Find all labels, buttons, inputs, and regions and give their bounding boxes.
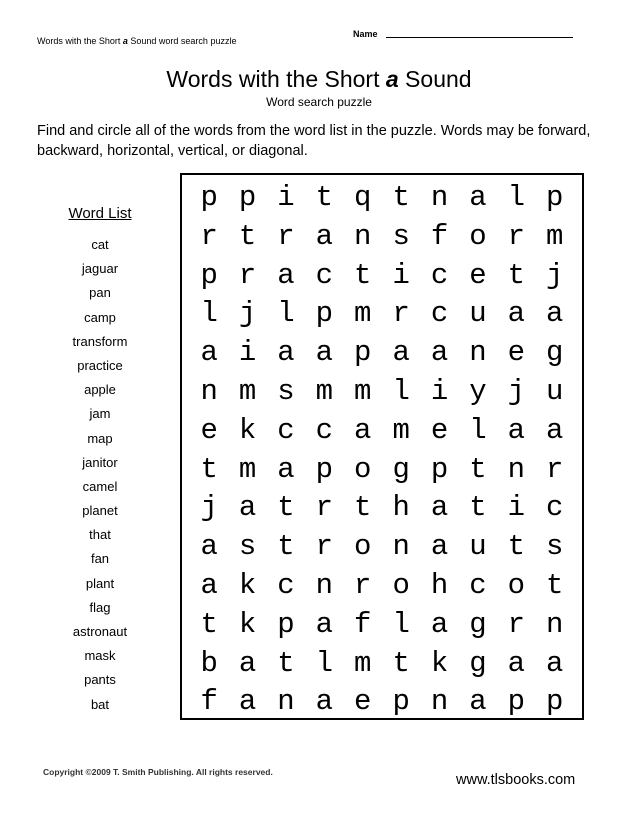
grid-letter[interactable]: g (469, 607, 487, 641)
grid-letter[interactable]: r (507, 607, 526, 641)
grid-letter[interactable]: e (200, 413, 218, 447)
grid-letter[interactable]: n (315, 568, 334, 602)
word-list-item: camel (82, 478, 118, 494)
word-list-item: flag (89, 599, 111, 615)
grid-letter[interactable]: s (546, 530, 564, 564)
word-list-item: transform (72, 333, 128, 349)
grid-letter[interactable]: m (315, 374, 334, 408)
grid-letter[interactable]: m (238, 452, 257, 486)
header-caption-letter: a (122, 36, 128, 46)
grid-letter[interactable]: a (546, 646, 564, 680)
grid-letter[interactable]: c (277, 413, 295, 447)
grid-letter[interactable]: j (507, 374, 526, 408)
grid-letter[interactable]: u (546, 374, 564, 408)
grid-letter[interactable]: e (430, 413, 449, 447)
grid-letter[interactable]: k (238, 413, 257, 447)
grid-letter[interactable]: a (315, 336, 334, 370)
grid-letter[interactable]: a (546, 297, 564, 331)
grid-letter[interactable]: r (507, 219, 526, 253)
grid-letter[interactable]: a (469, 181, 487, 214)
grid-letter[interactable]: c (315, 258, 334, 292)
grid-letter[interactable]: p (546, 685, 564, 719)
grid-letter[interactable]: a (546, 413, 564, 447)
grid-letter[interactable]: s (238, 530, 257, 564)
word-list-item: janitor (82, 454, 118, 470)
grid-letter[interactable]: i (277, 181, 295, 214)
copyright-notice: Copyright ©2009 T. Smith Publishing. All rights reserved. (43, 767, 273, 777)
grid-letter[interactable]: m (238, 374, 257, 408)
header-caption-suffix: Sound word search puzzle (127, 36, 237, 46)
name-line (386, 37, 573, 38)
grid-letter[interactable]: a (507, 297, 526, 331)
grid-letter[interactable]: a (277, 336, 295, 370)
grid-letter[interactable]: s (277, 374, 295, 408)
grid-letter[interactable]: m (354, 297, 372, 331)
grid-letter[interactable]: t (354, 258, 372, 292)
grid-letter[interactable]: n (469, 336, 487, 370)
grid-letter[interactable]: t (507, 258, 526, 292)
grid-letter[interactable]: c (430, 258, 449, 292)
grid-letter[interactable]: a (315, 685, 334, 719)
grid-letter[interactable]: t (392, 181, 410, 214)
word-list-item: that (89, 527, 111, 543)
puzzle-grid-box (180, 173, 584, 720)
word-list-item: bat (90, 696, 110, 712)
grid-letter[interactable]: e (507, 336, 526, 370)
grid-letter[interactable]: a (238, 646, 257, 680)
grid-letter[interactable]: u (469, 530, 487, 564)
grid-letter[interactable]: a (200, 336, 218, 370)
grid-letter[interactable]: m (354, 646, 372, 680)
grid-letter[interactable]: l (392, 374, 410, 408)
grid-letter[interactable]: b (200, 646, 218, 680)
word-list-heading: Word List (68, 205, 132, 222)
grid-letter[interactable]: p (430, 452, 449, 486)
grid-letter[interactable]: l (469, 413, 487, 447)
grid-letter[interactable]: l (507, 181, 526, 214)
grid-letter[interactable]: a (430, 491, 449, 525)
name-label: Name (353, 29, 378, 39)
grid-letter[interactable]: p (200, 258, 218, 292)
grid-letter[interactable]: n (200, 374, 218, 408)
word-list-item: practice (77, 357, 123, 373)
grid-letter[interactable]: i (507, 491, 526, 525)
word-list-item: jaguar (81, 261, 119, 277)
grid-letter[interactable]: t (277, 530, 295, 564)
grid-letter[interactable]: l (200, 297, 218, 331)
grid-letter[interactable]: t (200, 452, 218, 486)
grid-letter[interactable]: j (238, 297, 257, 331)
grid-letter[interactable]: m (392, 413, 410, 447)
grid-letter[interactable]: r (200, 219, 218, 253)
title-letter: a (385, 66, 399, 92)
grid-letter[interactable]: t (277, 491, 295, 525)
grid-letter[interactable]: p (392, 685, 410, 719)
title-suffix: Sound (398, 66, 472, 92)
grid-letter[interactable]: c (469, 568, 487, 602)
grid-letter[interactable]: r (238, 258, 257, 292)
word-list-item: plant (85, 575, 115, 591)
grid-letter[interactable]: t (200, 607, 218, 641)
grid-letter[interactable]: i (430, 374, 449, 408)
grid-letter[interactable]: t (277, 646, 295, 680)
word-list-item: camp (84, 309, 116, 325)
grid-letter[interactable]: g (392, 452, 410, 486)
page-subtitle: Word search puzzle (266, 95, 372, 109)
grid-letter[interactable]: a (430, 336, 449, 370)
grid-letter[interactable]: a (469, 685, 487, 719)
grid-letter[interactable]: a (507, 646, 526, 680)
grid-letter[interactable]: c (277, 568, 295, 602)
grid-letter[interactable]: t (354, 491, 372, 525)
grid-letter[interactable]: c (546, 491, 564, 525)
grid-letter[interactable]: k (238, 568, 257, 602)
grid-letter[interactable]: a (277, 258, 295, 292)
grid-letter[interactable]: o (392, 568, 410, 602)
grid-letter[interactable]: n (392, 530, 410, 564)
word-list (50, 233, 150, 717)
puzzle-grid (190, 179, 574, 722)
page-title (0, 66, 638, 93)
grid-letter[interactable]: a (354, 413, 372, 447)
word-list-item: pants (84, 672, 116, 688)
grid-letter[interactable]: a (430, 607, 449, 641)
grid-letter[interactable]: c (315, 413, 334, 447)
grid-letter[interactable]: n (546, 607, 564, 641)
instructions: Find and circle all of the words from the word list in the puzzle. Words may be forward, backward, horizontal, vertical, or diagonal. (37, 123, 591, 159)
grid-letter[interactable]: a (430, 530, 449, 564)
grid-letter[interactable]: p (200, 181, 218, 214)
word-list-item: map (87, 430, 113, 446)
word-list-item: mask (84, 648, 116, 664)
grid-letter[interactable]: p (507, 685, 526, 719)
grid-letter[interactable]: r (277, 219, 295, 253)
grid-letter[interactable]: o (507, 568, 526, 602)
grid-letter[interactable]: p (238, 181, 257, 214)
grid-letter[interactable]: e (354, 685, 372, 719)
grid-letter[interactable]: n (507, 452, 526, 486)
grid-letter[interactable]: c (430, 297, 449, 331)
grid-letter[interactable]: e (469, 258, 487, 292)
word-list-item: cat (91, 237, 109, 252)
grid-letter[interactable]: t (546, 568, 564, 602)
grid-letter[interactable]: a (238, 685, 257, 719)
grid-letter[interactable]: i (238, 336, 257, 370)
grid-letter[interactable]: p (315, 297, 334, 331)
grid-letter[interactable]: k (430, 646, 449, 680)
grid-letter[interactable]: l (315, 646, 334, 680)
grid-letter[interactable]: a (238, 491, 257, 525)
grid-letter[interactable]: m (354, 374, 372, 408)
grid-letter[interactable]: f (430, 219, 449, 253)
grid-letter[interactable]: a (277, 452, 295, 486)
grid-letter[interactable]: t (392, 646, 410, 680)
grid-letter[interactable]: n (354, 219, 372, 253)
grid-letter[interactable]: h (392, 491, 410, 525)
grid-letter[interactable]: j (200, 491, 218, 525)
grid-letter[interactable]: t (315, 181, 334, 214)
word-list-item: apple (84, 382, 116, 398)
grid-letter[interactable]: k (238, 607, 257, 641)
grid-letter[interactable]: p (277, 607, 295, 641)
grid-letter[interactable]: p (546, 181, 564, 214)
grid-letter[interactable]: m (546, 219, 564, 253)
grid-letter[interactable]: t (238, 219, 257, 253)
grid-letter[interactable]: n (277, 685, 295, 719)
grid-letter[interactable]: o (354, 452, 372, 486)
grid-letter[interactable]: r (546, 452, 564, 486)
grid-letter[interactable]: p (315, 452, 334, 486)
grid-letter[interactable]: l (392, 607, 410, 641)
grid-letter[interactable]: t (469, 452, 487, 486)
word-list-item: fan (90, 551, 110, 567)
grid-letter[interactable]: i (392, 258, 410, 292)
grid-letter[interactable]: a (315, 607, 334, 641)
grid-letter[interactable]: h (430, 568, 449, 602)
grid-letter[interactable]: l (277, 297, 295, 331)
grid-letter[interactable]: f (354, 607, 372, 641)
grid-letter[interactable]: p (354, 336, 372, 370)
header-caption-prefix: Words with the Short (37, 36, 123, 46)
grid-letter[interactable]: r (315, 530, 334, 564)
grid-letter[interactable]: u (469, 297, 487, 331)
grid-letter[interactable]: a (200, 530, 218, 564)
grid-letter[interactable]: g (546, 336, 564, 370)
grid-letter[interactable]: a (315, 219, 334, 253)
grid-letter[interactable]: t (507, 530, 526, 564)
grid-letter[interactable]: q (354, 181, 372, 214)
grid-letter[interactable]: s (392, 219, 410, 253)
grid-letter[interactable]: j (546, 258, 564, 292)
word-list-item: jam (89, 406, 111, 422)
grid-letter[interactable]: n (430, 685, 449, 719)
grid-letter[interactable]: r (392, 297, 410, 331)
grid-letter[interactable]: y (469, 374, 487, 408)
word-list-item: astronaut (72, 624, 128, 639)
grid-letter[interactable]: a (392, 336, 410, 370)
grid-letter[interactable]: n (430, 181, 449, 214)
grid-letter[interactable]: g (469, 646, 487, 680)
page-header-caption (37, 36, 236, 46)
grid-letter[interactable]: a (200, 568, 218, 602)
grid-letter[interactable]: t (469, 491, 487, 525)
grid-letter[interactable]: r (315, 491, 334, 525)
website-link[interactable]: www.tlsbooks.com (456, 772, 576, 788)
word-list-item: planet (82, 503, 118, 519)
word-list-item: pan (89, 285, 111, 301)
title-prefix: Words with the Short (166, 66, 386, 92)
grid-letter[interactable]: f (200, 685, 218, 719)
grid-letter[interactable]: a (507, 413, 526, 447)
grid-letter[interactable]: r (354, 568, 372, 602)
grid-letter[interactable]: o (469, 219, 487, 253)
grid-letter[interactable]: o (354, 530, 372, 564)
